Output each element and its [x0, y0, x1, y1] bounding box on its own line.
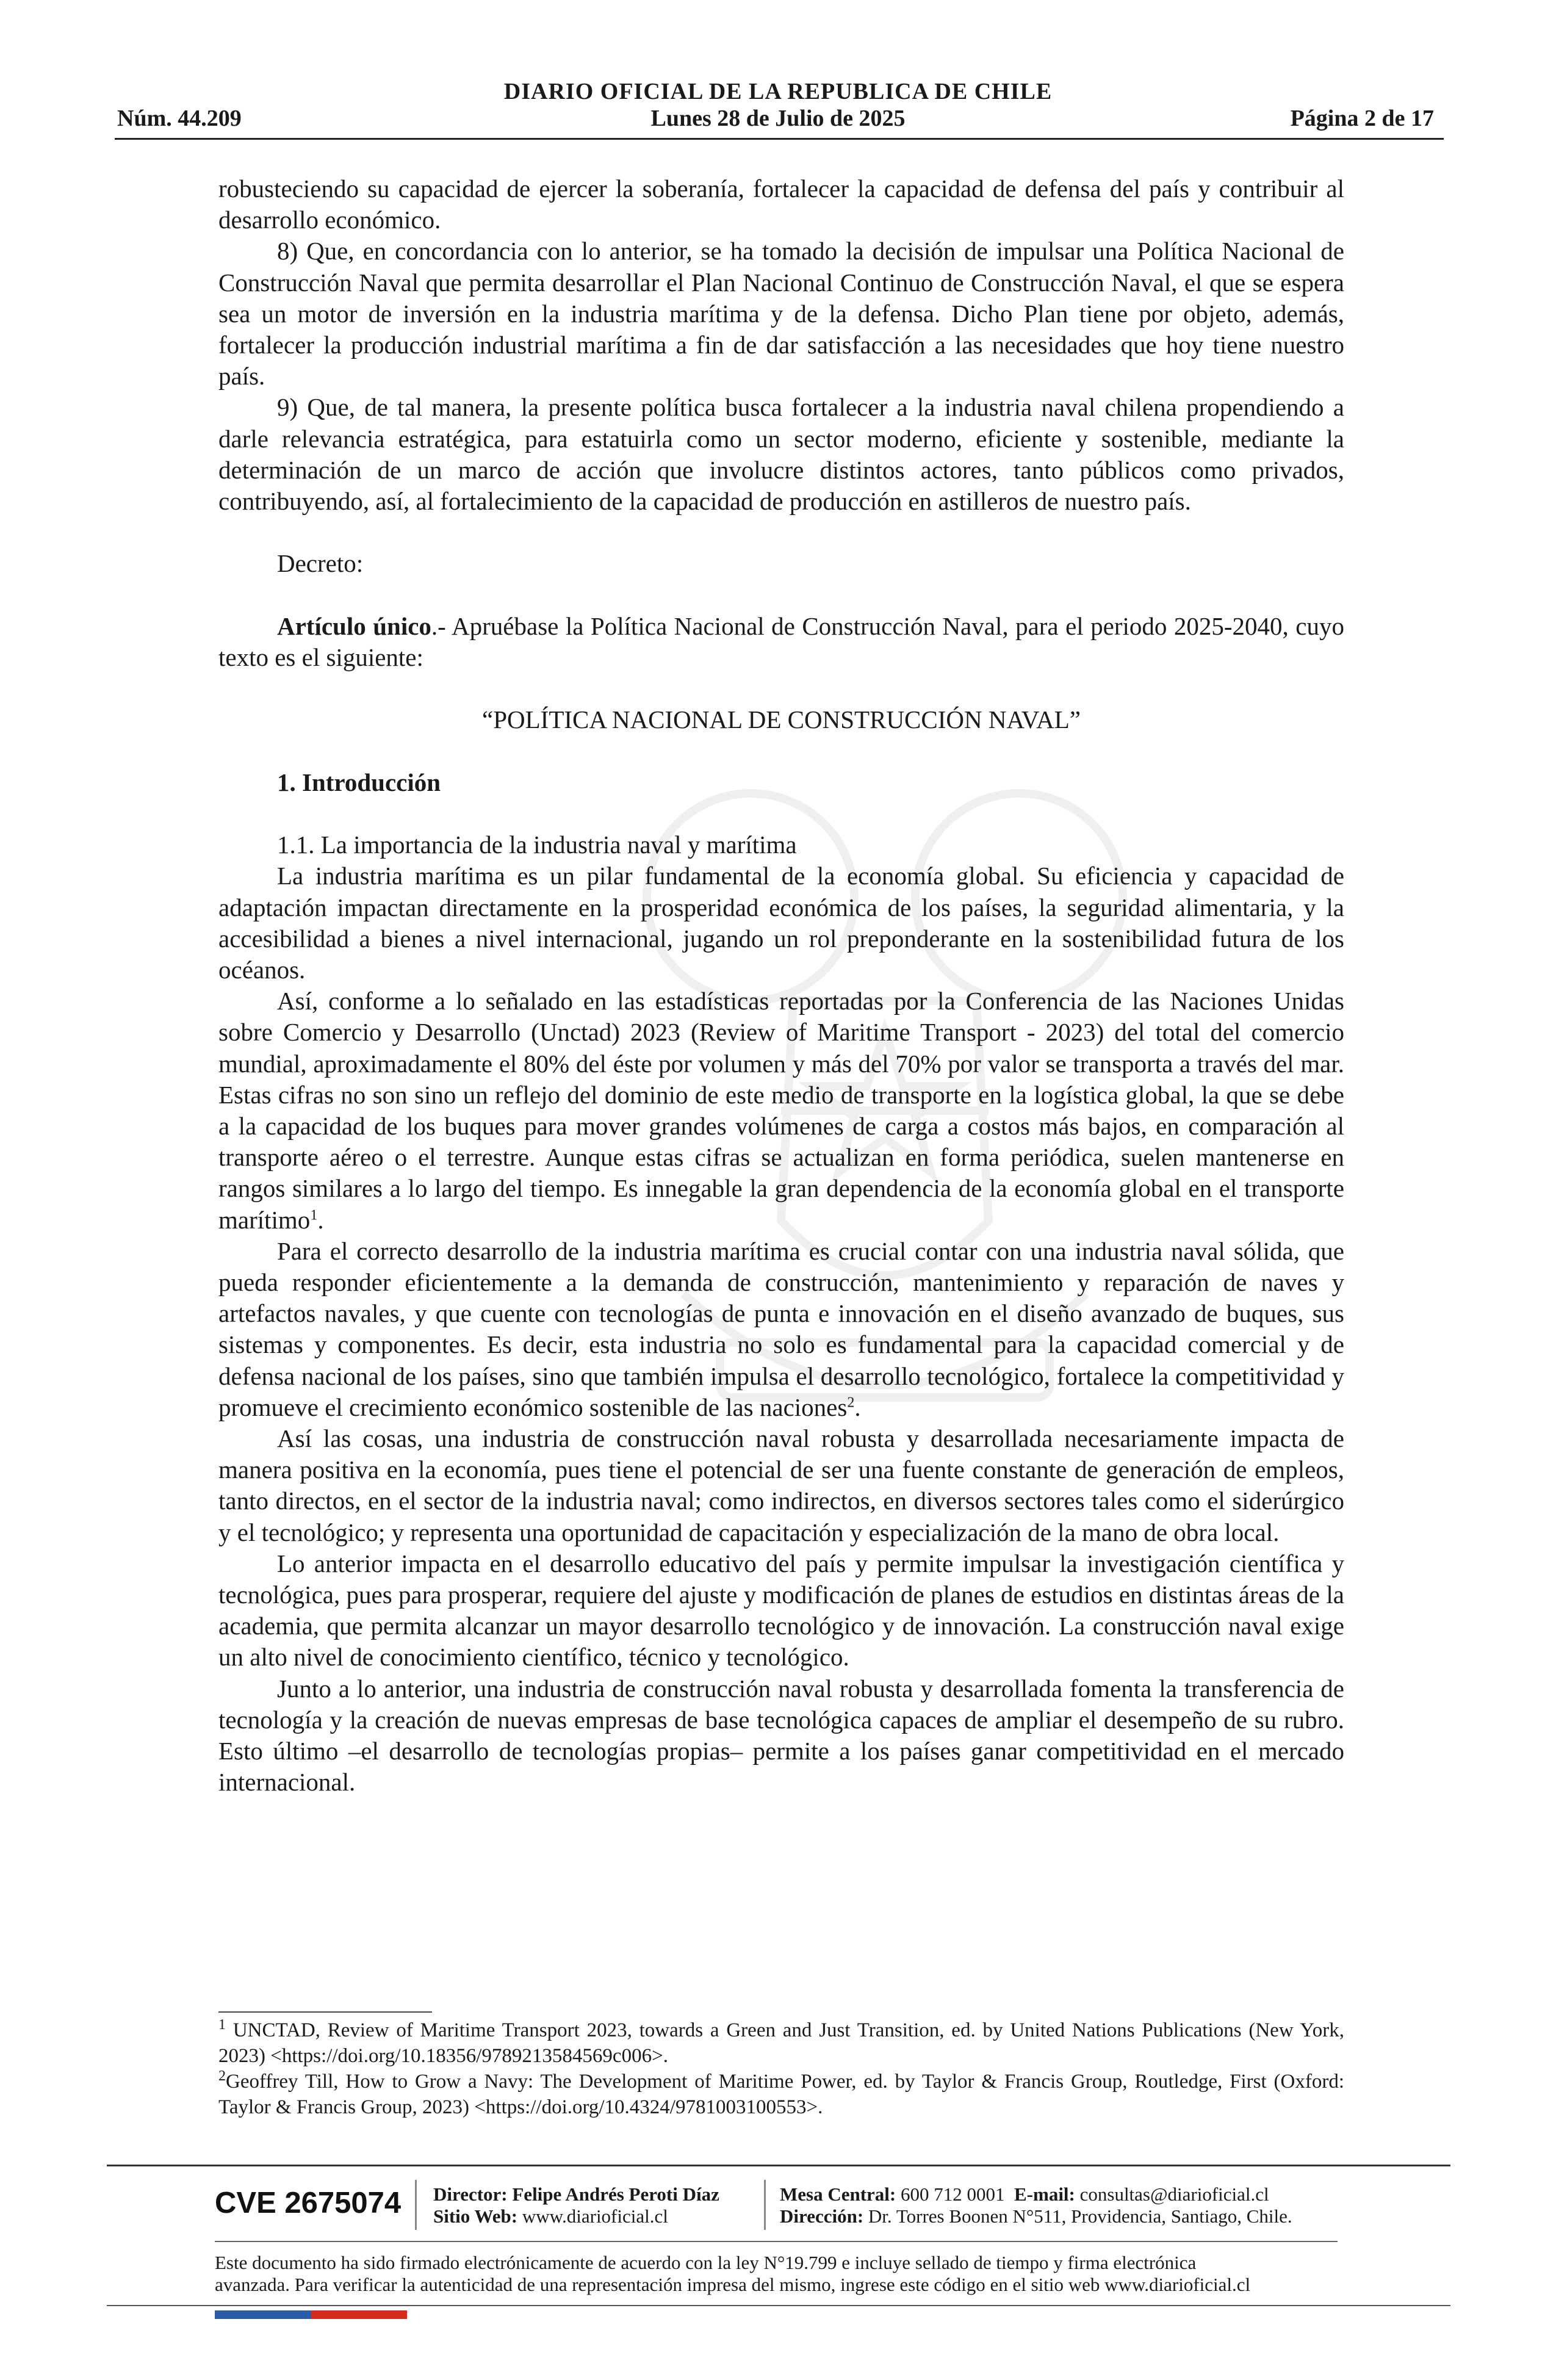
footnote-ref[interactable]: 2 — [847, 1394, 855, 1411]
footnote — [218, 2018, 1344, 2069]
section-heading: 1. Introducción — [277, 768, 441, 796]
footnote-divider — [218, 2011, 432, 2013]
paragraph — [218, 986, 1344, 1236]
mesa-phone: 600 712 0001 — [901, 2183, 1005, 2205]
legal-notice — [215, 2252, 1344, 2296]
flag-red-segment — [311, 2310, 408, 2319]
flag-blue-segment — [215, 2310, 311, 2319]
article-label: Artículo único — [277, 611, 431, 640]
header-divider — [115, 138, 1444, 140]
paragraph: 8) Que, en concordancia con lo anterior, se ha tomado la decisión de impulsar una Política Nacional de Construcción Naval que permita desarrollar el Plan Nacional Continuo de Construcción Naval, el que se espera sea un motor de inversión en la industria marítima y de la defensa. Dicho Plan tiene por objeto, además, fortalecer la producción industrial marítima a fin de dar satisfacción a las necesidades que hoy tiene nuestro país. — [218, 237, 1344, 391]
footer-separator — [764, 2180, 766, 2230]
paragraph — [218, 1236, 1344, 1423]
director-name: Felipe Andrés Peroti Díaz — [512, 2183, 719, 2205]
email-link[interactable]: consultas@diarioficial.cl — [1079, 2183, 1269, 2205]
footnote-text: UNCTAD, Review of Maritime Transport 2023, towards a Green and Just Transition, ed. by United Nations Publications (New York, 2023) <https://doi.org/10.18356/9789213584569c006>. — [218, 2019, 1345, 2067]
paragraph: La industria marítima es un pilar fundamental de la economía global. Su eficiencia y capacidad de adaptación impactan directamente en la prosperidad económica de los países, la seguridad alimentaria, y la accesibilidad a bienes a nivel internacional, jugando un rol preponderante en la sostenibilidad futura de los océanos. — [218, 862, 1344, 984]
issue-number: Núm. 44.209 — [117, 106, 242, 131]
footnotes — [218, 2018, 1344, 2120]
footer-separator — [415, 2180, 417, 2230]
footnote-number: 2 — [218, 2068, 226, 2084]
subsection-heading: 1.1. La importancia de la industria naval y marítima — [277, 831, 797, 859]
footer-divider — [215, 2241, 1338, 2242]
footer-director-block — [433, 2183, 719, 2227]
legal-line: Este documento ha sido firmado electrónicamente de acuerdo con la ley N°19.799 e incluye sellado de tiempo y firma electrónica — [215, 2252, 1197, 2273]
issue-date: Lunes 28 de Julio de 2025 — [650, 106, 906, 131]
policy-title: “POLÍTICA NACIONAL DE CONSTRUCCIÓN NAVAL” — [482, 705, 1081, 734]
director-label: Director: — [433, 2183, 508, 2205]
website-link[interactable]: www.diarioficial.cl — [522, 2205, 668, 2227]
paragraph: Lo anterior impacta en el desarrollo educativo del país y permite impulsar la investigación científica y tecnológica, pues para prosperar, requiere del ajuste y modificación de planes de estudios en distintas áreas de la academia, que permita alcanzar un mayor desarrollo tecnológico y de innovación. La construcción naval exige un alto nivel de conocimiento científico, técnico y tecnológico. — [218, 1549, 1344, 1671]
paragraph: Así las cosas, una industria de construcción naval robusta y desarrollada necesariamente impacta de manera positiva en la economía, pues tiene el potencial de ser una fuente constante de generación de empleos, tanto directos, en el sector de la industria naval; como indirectos, en diversos sectores tales como el siderúrgico y el tecnológico; y representa una oportunidad de capacitación y especialización de la mano de obra local. — [218, 1424, 1344, 1546]
decree-label: Decreto: — [277, 549, 364, 578]
paragraph-text: Para el correcto desarrollo de la industria marítima es crucial contar con una industria naval sólida, que pueda responder eficientemente a la demanda de construcción, mantenimiento y reparación de naves y artefactos navales, y que cuente con tecnologías de punta e innovación en el diseño avanzado de buques, sus sistemas y componentes. Es decir, esta industria no solo es fundamental para la capacidad comercial y de defensa nacional de los países, sino que también impulsa el desarrollo tecnológico, fortalece la competitividad y promueve el crecimiento económico sostenible de las naciones — [218, 1236, 1344, 1421]
mesa-label: Mesa Central: — [780, 2183, 896, 2205]
paragraph: Junto a lo anterior, una industria de construcción naval robusta y desarrollada fomenta la transferencia de tecnología y la creación de nuevas empresas de base tecnológica capaces de ampliar el desempeño de su rubro. Esto último –el desarrollo de tecnologías propias– permite a los países ganar competitividad en el mercado internacional. — [218, 1674, 1344, 1797]
footnote — [218, 2069, 1344, 2120]
paragraph: 9) Que, de tal manera, la presente política busca fortalecer a la industria naval chilena propendiendo a darle relevancia estratégica, para estatuirla como un sector moderno, eficiente y sostenible, mediante la determinación de un marco de acción que involucre distintos actores, tanto públicos como privados, contribuyendo, así, al fortalecimiento de la capacidad de producción en astilleros de nuestro país. — [218, 393, 1344, 516]
footer-contact-block — [780, 2183, 1292, 2227]
paragraph-text: Así, conforme a lo señalado en las estadísticas reportadas por la Conferencia de las Naciones Unidas sobre Comercio y Desarrollo (Unctad) 2023 (Review of Maritime Transport - 2023) del total del comercio mundial, aproximadamente el 80% del éste por volumen y más del 70% por valor se transporta a través del mar. Estas cifras no son sino un reflejo del dominio de este medio de transporte en la logística global, la que se debe a la capacidad de los buques para mover grandes volúmenes de carga a costos más bajos, en comparación al transporte aéreo o el terrestre. Aunque estas cifras se actualizan en forma periódica, suelen mantenerse en rangos similares a lo largo del tiempo. Es innegable la gran dependencia de la economía global en el transporte marítimo — [218, 987, 1344, 1234]
document-body — [218, 173, 1344, 1798]
page-indicator: Página 2 de 17 — [1290, 106, 1434, 131]
newspaper-title: DIARIO OFICIAL DE LA REPUBLICA DE CHILE — [503, 79, 1053, 104]
address-value: Dr. Torres Boonen N°511, Providencia, Santiago, Chile. — [868, 2205, 1292, 2227]
address-label: Dirección: — [780, 2205, 864, 2227]
article-text: .- Apruébase la Política Nacional de Construcción Naval, para el periodo 2025-2040, cuyo texto es el siguiente: — [218, 611, 1344, 672]
legal-line: avanzada. Para verificar la autenticidad de una representación impresa del mismo, ingrese este código en el sitio web www.diarioficial.cl — [215, 2274, 1251, 2295]
footnote-number: 1 — [218, 2017, 226, 2033]
cve-code: CVE 2675074 — [215, 2187, 402, 2220]
paragraph-end: . — [317, 1205, 324, 1234]
footnote-text: Geoffrey Till, How to Grow a Navy: The Development of Maritime Power, ed. by Taylor & Francis Group, Routledge, First (Oxford: Taylor & Francis Group, 2023) <https://doi.org/10.4324/9781003100553>. — [218, 2071, 1344, 2118]
paragraph-end: . — [854, 1393, 861, 1421]
paragraph: robusteciendo su capacidad de ejercer la soberanía, fortalecer la capacidad de defensa del país y contribuir al desarrollo económico. — [218, 175, 1344, 234]
flag-color-bar — [215, 2310, 407, 2319]
footer-divider — [107, 2305, 1450, 2306]
website-label: Sitio Web: — [433, 2205, 518, 2227]
footnote-ref[interactable]: 1 — [310, 1206, 318, 1223]
email-label: E-mail: — [1014, 2183, 1075, 2205]
footer-divider — [107, 2165, 1450, 2166]
article-paragraph — [218, 611, 1344, 673]
